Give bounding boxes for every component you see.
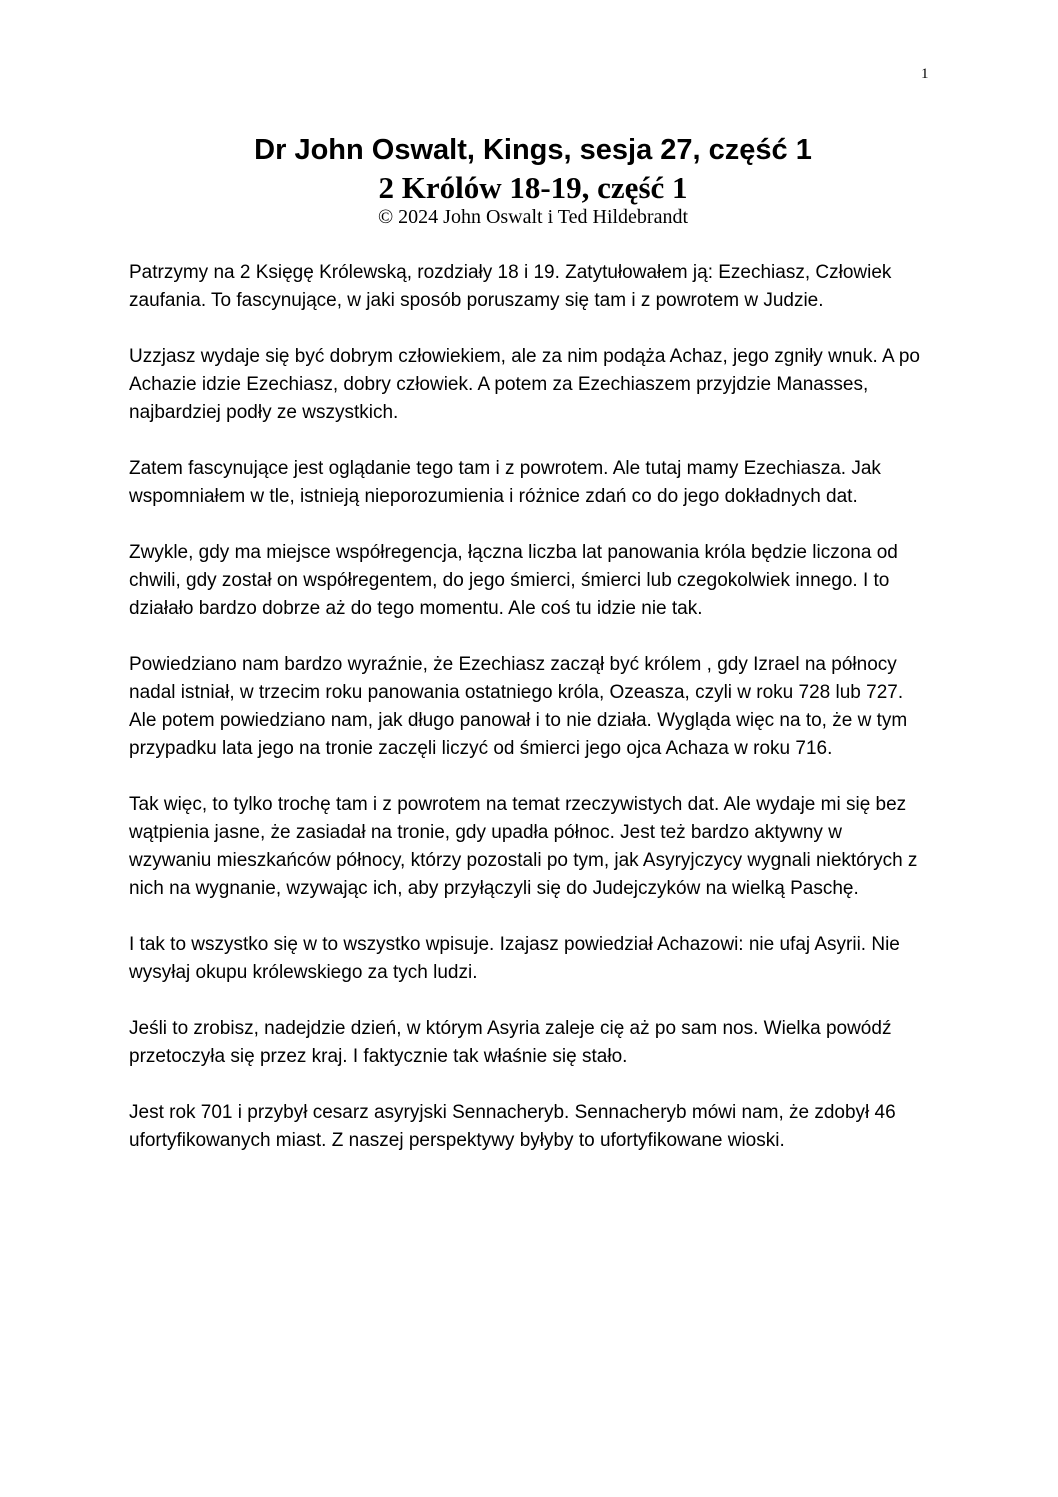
page-number: 1 xyxy=(921,66,929,82)
paragraph: Powiedziano nam bardzo wyraźnie, że Ezechiasz zaczął być królem , gdy Izrael na północy nadal istniał, w trzecim roku panowania ostatniego króla, Ozeasza, czyli w roku 728 lub 727. Ale potem powiedziano nam, jak długo panował i to nie działa. Wygląda więc na to, że w tym przypadku lata jego na tronie zaczęli liczyć od śmierci jego ojca Achaza w roku 716. xyxy=(129,654,908,759)
paragraph: Tak więc, to tylko trochę tam i z powrotem na temat rzeczywistych dat. Ale wydaje mi się bez wątpienia jasne, że zasiadał na tronie, gdy upadła północ. Jest też bardzo aktywny w wzywaniu mieszkańców północy, którzy pozostali po tym, jak Asyryjczycy wygnali niektórych z nich na wygnanie, wzywając ich, aby przyłączyli się do Judejczyków na wielką Paschę. xyxy=(129,794,918,899)
document-subtitle: 2 Królów 18-19, część 1 xyxy=(378,170,688,205)
copyright-line: © 2024 John Oswalt i Ted Hildebrandt xyxy=(377,206,689,228)
paragraph: Jeśli to zrobisz, nadejdzie dzień, w którym Asyria zaleje cię aż po sam nos. Wielka powódź przetoczyła się przez kraj. I faktycznie tak właśnie się stało. xyxy=(129,1018,892,1067)
paragraph: Patrzymy na 2 Księgę Królewską, rozdziały 18 i 19. Zatytułowałem ją: Ezechiasz, Człowiek zaufania. To fascynujące, w jaki sposób poruszamy się tam i z powrotem w Judzie. xyxy=(129,262,892,311)
paragraph: Zatem fascynujące jest oglądanie tego tam i z powrotem. Ale tutaj mamy Ezechiasza. Jak wspomniałem w tle, istnieją nieporozumienia i różnice zdań co do jego dokładnych dat. xyxy=(129,458,881,507)
document-header xyxy=(0,130,1058,228)
document-title: Dr John Oswalt, Kings, sesja 27, część 1 xyxy=(254,134,812,166)
paragraph: Uzzjasz wydaje się być dobrym człowiekiem, ale za nim podąża Achaz, jego zgniły wnuk. A po Achazie idzie Ezechiasz, dobry człowiek. A potem za Ezechiaszem przyjdzie Manasses, najbardziej podły ze wszystkich. xyxy=(129,346,920,423)
paragraph: Zwykle, gdy ma miejsce współregencja, łączna liczba lat panowania króla będzie liczona od chwili, gdy został on współregentem, do jego śmierci, śmierci lub czegokolwiek innego. I to działało bardzo dobrze aż do tego momentu. Ale coś tu idzie nie tak. xyxy=(129,542,898,619)
document-body xyxy=(129,259,929,1183)
paragraph: Jest rok 701 i przybył cesarz asyryjski Sennacheryb. Sennacheryb mówi nam, że zdobył 46 ufortyfikowanych miast. Z naszej perspektywy byłyby to ufortyfikowane wioski. xyxy=(129,1102,896,1151)
paragraph: I tak to wszystko się w to wszystko wpisuje. Izajasz powiedział Achazowi: nie ufaj Asyrii. Nie wysyłaj okupu królewskiego za tych ludzi. xyxy=(129,934,900,983)
